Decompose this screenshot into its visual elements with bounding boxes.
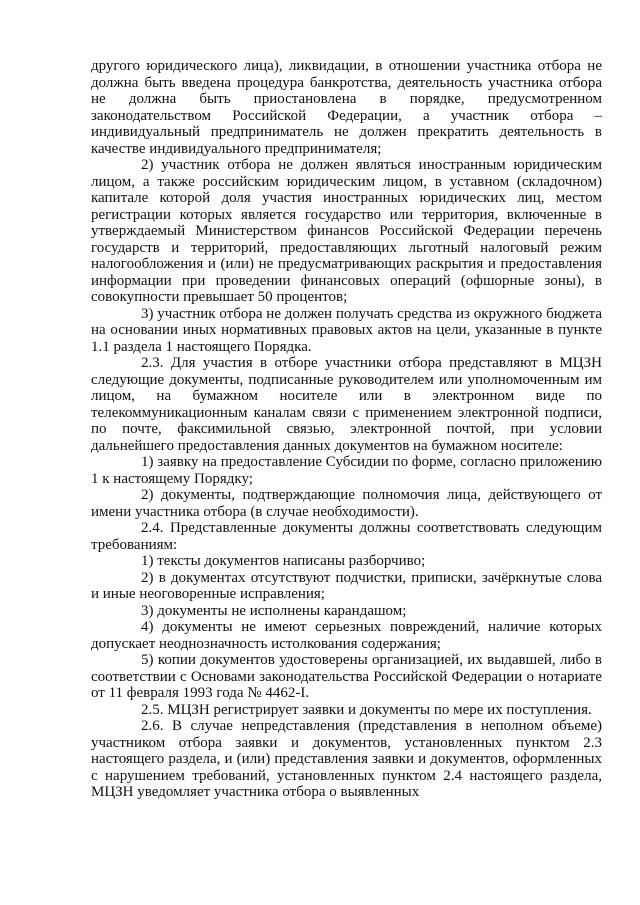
document-page [91,58,602,801]
paragraph-item-2-foreign-entity: 2) участник отбора не должен являться иностранным юридическим лицом, а также российским юридическим лицом, в уставном (складочном) капитале которой доля участия иностранных юридических лиц, местом регистрации которых является государство или территория, включенные в утверждаемый Министерством финансов Российской Федерации перечень государств и территорий, предоставляющих льготный налоговый режим налогообложения и (или) не предусматривающих раскрытия и предоставления информации при проведении финансовых операций (офшорные зоны), в совокупности превышает 50 процентов; [91,157,602,305]
paragraph-continuation: другого юридического лица), ликвидации, в отношении участника отбора не должна быть введена процедура банкротства, деятельность участника отбора не должна быть приостановлена в порядке, предусмотренном законодательством Российской Федерации, а участник отбора – индивидуальный предприниматель не должен прекратить деятельность в качестве индивидуального предпринимателя; [91,58,602,157]
paragraph-section-2-4: 2.4. Представленные документы должны соответствовать следующим требованиям: [91,520,602,553]
paragraph-2-3-item-1: 1) заявку на предоставление Субсидии по форме, согласно приложению 1 к настоящему Порядку; [91,454,602,487]
paragraph-section-2-6: 2.6. В случае непредставления (представления в неполном объеме) участником отбора заявки и документов, установленных пунктом 2.3 настоящего раздела, и (или) представления заявки и документов, оформленных с нарушением требований, установленных пунктом 2.4 настоящего раздела, МЦЗН уведомляет участника отбора о выявленных [91,718,602,800]
paragraph-2-4-item-2: 2) в документах отсутствуют подчистки, приписки, зачёркнутые слова и иные неоговоренные исправления; [91,569,602,602]
paragraph-2-4-item-1: 1) тексты документов написаны разборчиво; [141,553,426,569]
paragraph-2-3-item-2: 2) документы, подтверждающие полномочия лица, действующего от имени участника отбора (в случае необходимости). [91,487,602,520]
paragraph-2-4-item-4: 4) документы не имеют серьезных повреждений, наличие которых допускает неоднозначность истолкования содержания; [91,619,602,652]
paragraph-item-3-budget-funds: 3) участник отбора не должен получать средства из окружного бюджета на основании иных нормативных правовых актов на цели, указанные в пункте 1.1 раздела 1 настоящего Порядка. [91,305,602,355]
paragraph-section-2-3: 2.3. Для участия в отборе участники отбора представляют в МЦЗН следующие документы, подписанные руководителем или уполномоченным им лицом, на бумажном носителе или в электронном виде по телекоммуникационным каналам связи с применением электронной подписи, по почте, факсимильной связью, электронной почтой, при условии дальнейшего предоставления данных документов на бумажном носителе: [91,355,602,454]
paragraph-2-4-item-3: 3) документы не исполнены карандашом; [141,602,407,619]
paragraph-section-2-5: 2.5. МЦЗН регистрирует заявки и документы по мере их поступления. [141,701,592,718]
paragraph-2-4-item-5: 5) копии документов удостоверены организацией, их выдавшей, либо в соответствии с Основами законодательства Российской Федерации о нотариате от 11 февраля 1993 года № 4462-I. [91,652,602,701]
